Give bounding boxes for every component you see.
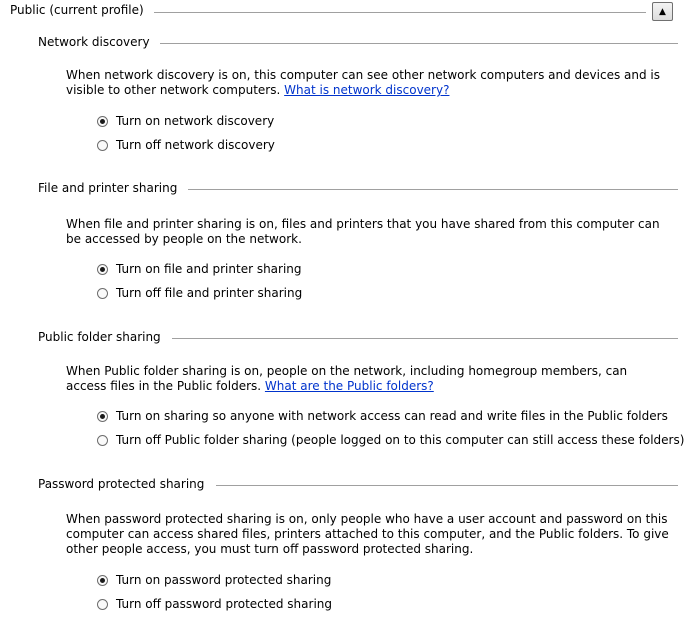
radio-label: Turn on password protected sharing [116, 573, 332, 587]
section-description [66, 68, 671, 98]
radio-turn-on-public-folder-sharing[interactable] [97, 409, 668, 423]
what-is-network-discovery-link[interactable]: What is network discovery? [284, 83, 450, 97]
description-text: When file and printer sharing is on, files and printers that you have shared from this computer can be accessed by people on the network. [66, 217, 660, 246]
section-title-password-protected-sharing: Password protected sharing [38, 477, 205, 491]
radio-turn-off-file-printer-sharing[interactable] [97, 286, 302, 300]
radio-turn-on-network-discovery[interactable] [97, 114, 274, 128]
radio-label: Turn on network discovery [116, 114, 275, 128]
what-are-public-folders-link[interactable]: What are the Public folders? [264, 379, 434, 393]
radio-unselected-icon[interactable] [97, 599, 108, 610]
radio-label: Turn off Public folder sharing (people logged on to this computer can still access these folders) [116, 433, 685, 447]
collapse-button[interactable] [652, 2, 673, 21]
radio-turn-off-network-discovery[interactable] [97, 138, 275, 152]
radio-unselected-icon[interactable] [97, 140, 108, 151]
radio-label: Turn off file and printer sharing [116, 286, 303, 300]
description-text: When password protected sharing is on, only people who have a user account and password on this computer can access shared files, printers attached to this computer, and the Public folders. To give other people access, you must turn off password protected sharing. [66, 512, 669, 556]
radio-turn-on-file-printer-sharing[interactable] [97, 262, 302, 276]
radio-unselected-icon[interactable] [97, 435, 108, 446]
radio-turn-on-password-protected-sharing[interactable] [97, 573, 331, 587]
section-divider [188, 189, 678, 190]
radio-selected-icon[interactable] [97, 264, 108, 275]
section-divider [172, 338, 678, 339]
section-title-network-discovery: Network discovery [38, 35, 150, 49]
section-description [66, 364, 671, 394]
profile-title: Public (current profile) [10, 3, 144, 17]
profile-divider [154, 12, 646, 13]
radio-unselected-icon[interactable] [97, 288, 108, 299]
radio-label: Turn off password protected sharing [116, 597, 332, 611]
section-description [66, 217, 671, 247]
section-title-file-printer-sharing: File and printer sharing [38, 181, 178, 195]
radio-turn-off-password-protected-sharing[interactable] [97, 597, 332, 611]
chevron-up-icon: ▲ [659, 6, 666, 17]
radio-label: Turn on sharing so anyone with network access can read and write files in the Public folders [116, 409, 668, 423]
radio-selected-icon[interactable] [97, 116, 108, 127]
section-description [66, 512, 671, 557]
description-text: When network discovery is on, this computer can see other network computers and devices and is visible to other network computers. [66, 68, 660, 97]
section-divider [216, 485, 678, 486]
radio-turn-off-public-folder-sharing[interactable] [97, 433, 684, 447]
radio-selected-icon[interactable] [97, 575, 108, 586]
radio-selected-icon[interactable] [97, 411, 108, 422]
description-text: When Public folder sharing is on, people on the network, including homegroup members, can access files in the Public folders. [66, 364, 628, 393]
radio-label: Turn on file and printer sharing [116, 262, 302, 276]
radio-label: Turn off network discovery [116, 138, 275, 152]
section-title-public-folder-sharing: Public folder sharing [38, 330, 161, 344]
section-divider [160, 43, 678, 44]
